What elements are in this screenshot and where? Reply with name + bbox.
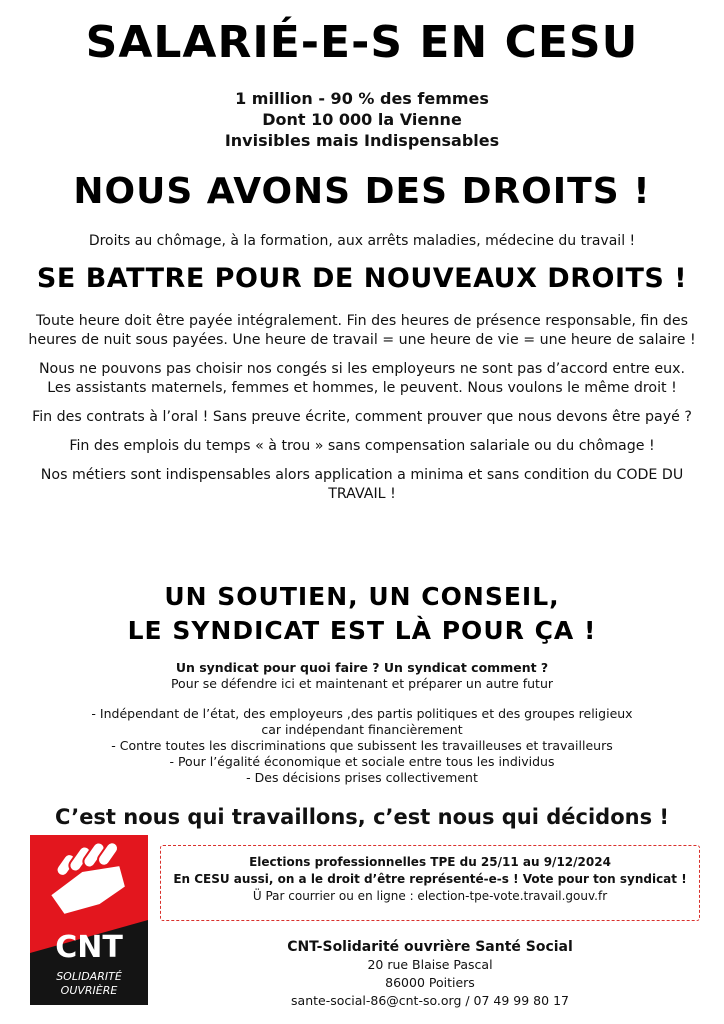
principle-item: car indépendant financièrement [261, 722, 463, 737]
principle-item: - Contre toutes les discriminations que subissent les travailleuses et travailleurs [111, 738, 613, 753]
contact-city: 86000 Poitiers [385, 975, 475, 990]
contact-email-phone: sante-social-86@cnt-so.org / 07 49 99 80 17 [291, 993, 569, 1008]
principle-item: - Pour l’égalité économique et sociale entre tous les individus [169, 754, 555, 769]
principles-list [0, 706, 724, 786]
logo-line1: SOLIDARITÉ [56, 970, 122, 983]
demands-list [26, 312, 698, 514]
intro-line: 1 million - 90 % des femmes [235, 89, 489, 108]
fight-title: SE BATTRE POUR DE NOUVEAUX DROITS ! [36, 263, 688, 294]
principle-item: - Indépendant de l’état, des employeurs ,des partis politiques et des groupes religieux [91, 706, 633, 721]
elections-callout: En CESU aussi, on a le droit d’être représenté-e-s ! Vote pour ton syndicat ! [173, 872, 687, 886]
contact-block [160, 938, 700, 1010]
elections-dates: Elections professionnelles TPE du 25/11 au 9/12/2024 [249, 855, 611, 869]
demand-paragraph: Nos métiers sont indispensables alors application a minima et sans condition du CODE DU TRAVAIL ! [40, 467, 684, 502]
slogan: C’est nous qui travaillons, c’est nous qui décidons ! [55, 805, 669, 829]
why-question: Un syndicat pour quoi faire ? Un syndicat comment ? [175, 660, 549, 675]
demand-paragraph: Fin des emplois du temps « à trou » sans compensation salariale ou du chômage ! [69, 438, 655, 454]
support-title-line: LE SYNDICAT EST LÀ POUR ÇA ! [127, 616, 597, 645]
why-union [0, 660, 724, 692]
intro-line: Invisibles mais Indispensables [224, 131, 500, 150]
support-title-line: UN SOUTIEN, UN CONSEIL, [164, 582, 560, 611]
intro-line: Dont 10 000 la Vienne [262, 110, 462, 129]
rights-title: NOUS AVONS DES DROITS ! [73, 171, 651, 212]
logo-line2: OUVRIÈRE [60, 984, 118, 997]
contact-org: CNT-Solidarité ouvrière Santé Social [287, 939, 573, 955]
demand-paragraph: Nous ne pouvons pas choisir nos congés si les employeurs ne sont pas d’accord entre eux. Les assistants maternels, femmes et hommes, le peuvent. Nous voulons le même droit ! [38, 361, 686, 396]
elections-box [160, 845, 700, 921]
elections-vote-info: Ü Par courrier ou en ligne : election-tpe-vote.travail.gouv.fr [252, 889, 608, 903]
why-answer: Pour se défendre ici et maintenant et préparer un autre futur [170, 676, 554, 691]
contact-street: 20 rue Blaise Pascal [367, 957, 493, 972]
rights-text: Droits au chômage, à la formation, aux arrêts maladies, médecine du travail ! [88, 233, 636, 249]
demand-paragraph: Toute heure doit être payée intégralement. Fin des heures de présence responsable, fin des heures de nuit sous payées. Une heure de travail = une heure de vie = une heure de salaire ! [28, 313, 696, 348]
principle-item: - Des décisions prises collectivement [246, 770, 478, 785]
logo-name: CNT [55, 930, 123, 965]
support-title [0, 580, 724, 648]
cnt-logo [30, 835, 148, 1005]
main-title: SALARIÉ-E-S EN CESU [85, 17, 639, 68]
demand-paragraph: Fin des contrats à l’oral ! Sans preuve écrite, comment prouver que nous devons être payé ? [32, 409, 692, 425]
intro-block [0, 88, 724, 151]
